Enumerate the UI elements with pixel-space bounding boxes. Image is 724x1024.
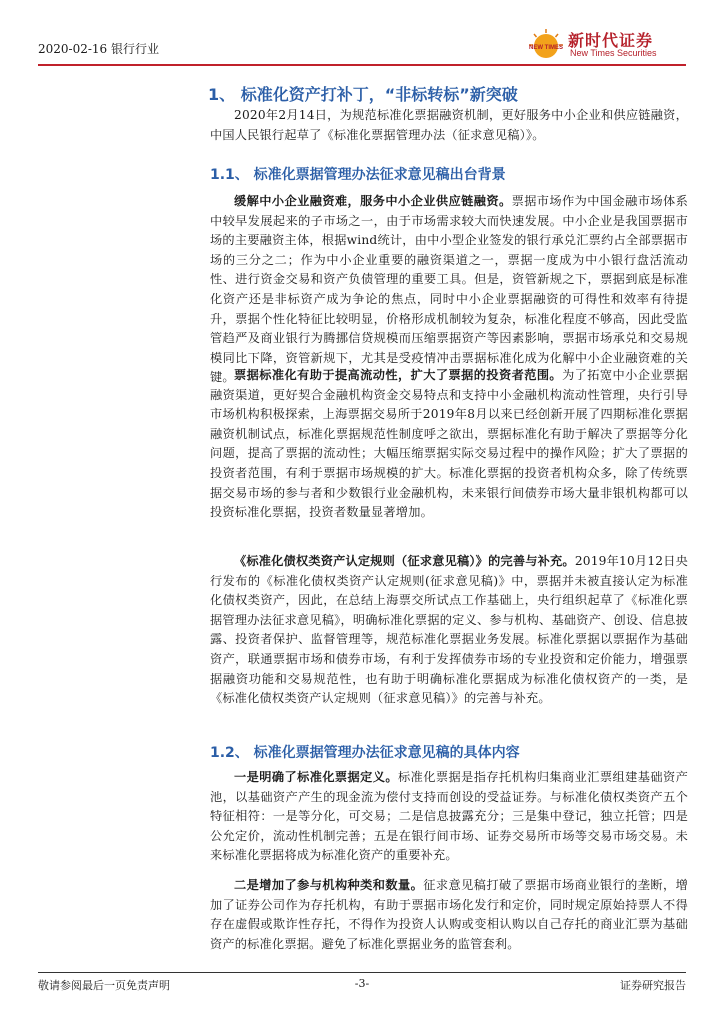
paragraph-body: 2019年10月12日央行发布的《标准化债权类资产认定规则(征求意见稿)》中，票据并未被直接认定为标准化债权类资产，因此，在总结上海票交所试点工作基础上，央行组织起草了《标准化票据管理办法征求意见稿》，明确标准化票据的定义、参与机构、基础资产、创设、信息披露、投资者保护、监督管理等，规范标准化票据业务发展。标准化票据以票据作为基础资产，联通票据市场和债券市场，有利于发挥债券市场的专业投资和定价能力，增强票据融资功能和交易规范性，也有助于明确标准化票据成为标准化债权资产的一类，是《标准化债权类资产认定规则（征求意见稿）》的完善与补充。: [210, 554, 689, 706]
header-divider: [38, 64, 686, 66]
paragraph-lead: 《标准化债权类资产认定规则（征求意见稿）》的完善与补充。: [234, 554, 575, 568]
paragraph-body: 票据市场作为中国金融市场体系中较早发展起来的子市场之一，由于市场需求较大而快速发展。中小企业是我国票据市场的主要融资主体，根据wind统计，由中小型企业签发的银行承兑汇票约占全部票据市场的三分之二；作为中小企业重要的融资渠道之一，票据一度成为中小银行盘活流动性、进行资金交易和资产负债管理的重要工具。但是，资管新规之下，票据到底是标准化资产还是非标资产成为争论的焦点，同时中小企业票据融资的可得性和效率有待提升，票据个性化特征比较明显，价格形成机制较为复杂，标准化程度不够高，因此受监管趋严及商业银行为腾挪信贷规模而压缩票据资产等因素影响，票据市场承兑和交易规模同比下降，资管新规下，尤其是受疫情冲击票据标准化成为化解中小企业融资难的关键。: [210, 194, 688, 385]
section-1-intro: 2020年2月14日，为规范标准化票据融资机制，更好服务中小企业和供应链融资，中国人民银行起草了《标准化票据管理办法（征求意见稿）》。: [210, 108, 688, 142]
section-1-2-paragraph-1: [210, 768, 688, 866]
brand-name-cn: 新时代证券: [568, 31, 654, 50]
header-date-industry: 2020-02-16 银行行业: [38, 42, 160, 56]
page-header: [38, 26, 686, 66]
paragraph-lead: 一是明确了标准化票据定义。: [234, 770, 399, 784]
paragraph-lead: 二是增加了参与机构种类和数量。: [234, 878, 424, 892]
section-1-2-heading: 1.2、 标准化票据管理办法征求意见稿的具体内容: [210, 745, 520, 761]
sun-logo-icon: [526, 28, 566, 62]
section-1-2-paragraph-2: [210, 876, 688, 954]
report-type: 证券研究报告: [620, 979, 686, 992]
page-footer: [38, 977, 686, 993]
section-1-1-heading: 1.1、 标准化票据管理办法征求意见稿出台背景: [210, 167, 506, 183]
paragraph-body: 为了拓宽中小企业票据融资渠道，更好契合金融机构资金交易特点和支持中小金融机构流动性管理，央行引导市场机构积极探索，上海票据交易所于2019年8月以来已经创新开展了四期标准化票据融资机制试点，标准化票据规范性制度呼之欲出，票据标准化有助于解决了票据等分化问题，提高了票据的流动性；大幅压缩票据实际交易过程中的操作风险；扩大了票据的投资者范围，有利于票据市场规模的扩大。标准化票据的投资者机构众多，除了传统票据交易市场的参与者和少数银行业金融机构，未来银行间债券市场大量非银机构都可以投资标准化票据，投资者数量显著增加。: [210, 368, 689, 520]
section-1-1-paragraph-2: [210, 366, 688, 523]
footer-divider: [38, 972, 686, 973]
paragraph-lead: 票据标准化有助于提高流动性，扩大了票据的投资者范围。: [234, 368, 563, 382]
paragraph-lead: 缓解中小企业融资难，服务中小企业供应链融资。: [234, 194, 512, 208]
brand-logo: [526, 26, 686, 66]
disclaimer-note: 敬请参阅最后一页免责声明: [38, 979, 170, 992]
page-number: -3-: [354, 977, 370, 990]
logo-text: NEW TIMES: [529, 45, 563, 51]
section-1-heading: 1、 标准化资产打补丁，“非标转标”新突破: [208, 85, 518, 104]
paragraph-body: 标准化票据是指存托机构归集商业汇票组建基础资产池，以基础资产产生的现金流为偿付支持而创设的受益证券。与标准化债权类资产五个特征相符：一是等分化，可交易；二是信息披露充分；三是集中登记，独立托管；四是公允定价，流动性机制完善；五是在银行间市场、证券交易所市场等交易市场交易。未来标准化票据将成为标准化资产的重要补充。: [210, 770, 688, 863]
section-1-1-paragraph-1: [210, 192, 688, 388]
paragraph-body: 征求意见稿打破了票据市场商业银行的垄断，增加了证券公司作为存托机构，有助于票据市场化发行和定价，同时规定原始持票人不得存在虚假或欺诈性存托，不得作为投资人认购或变相认购以自己存托的商业汇票为基础资产的标准化票据。避免了标准化票据业务的监管套利。: [210, 878, 689, 951]
section-1-1-paragraph-3: [210, 552, 688, 709]
brand-name-en: New Times Securities: [570, 48, 657, 58]
